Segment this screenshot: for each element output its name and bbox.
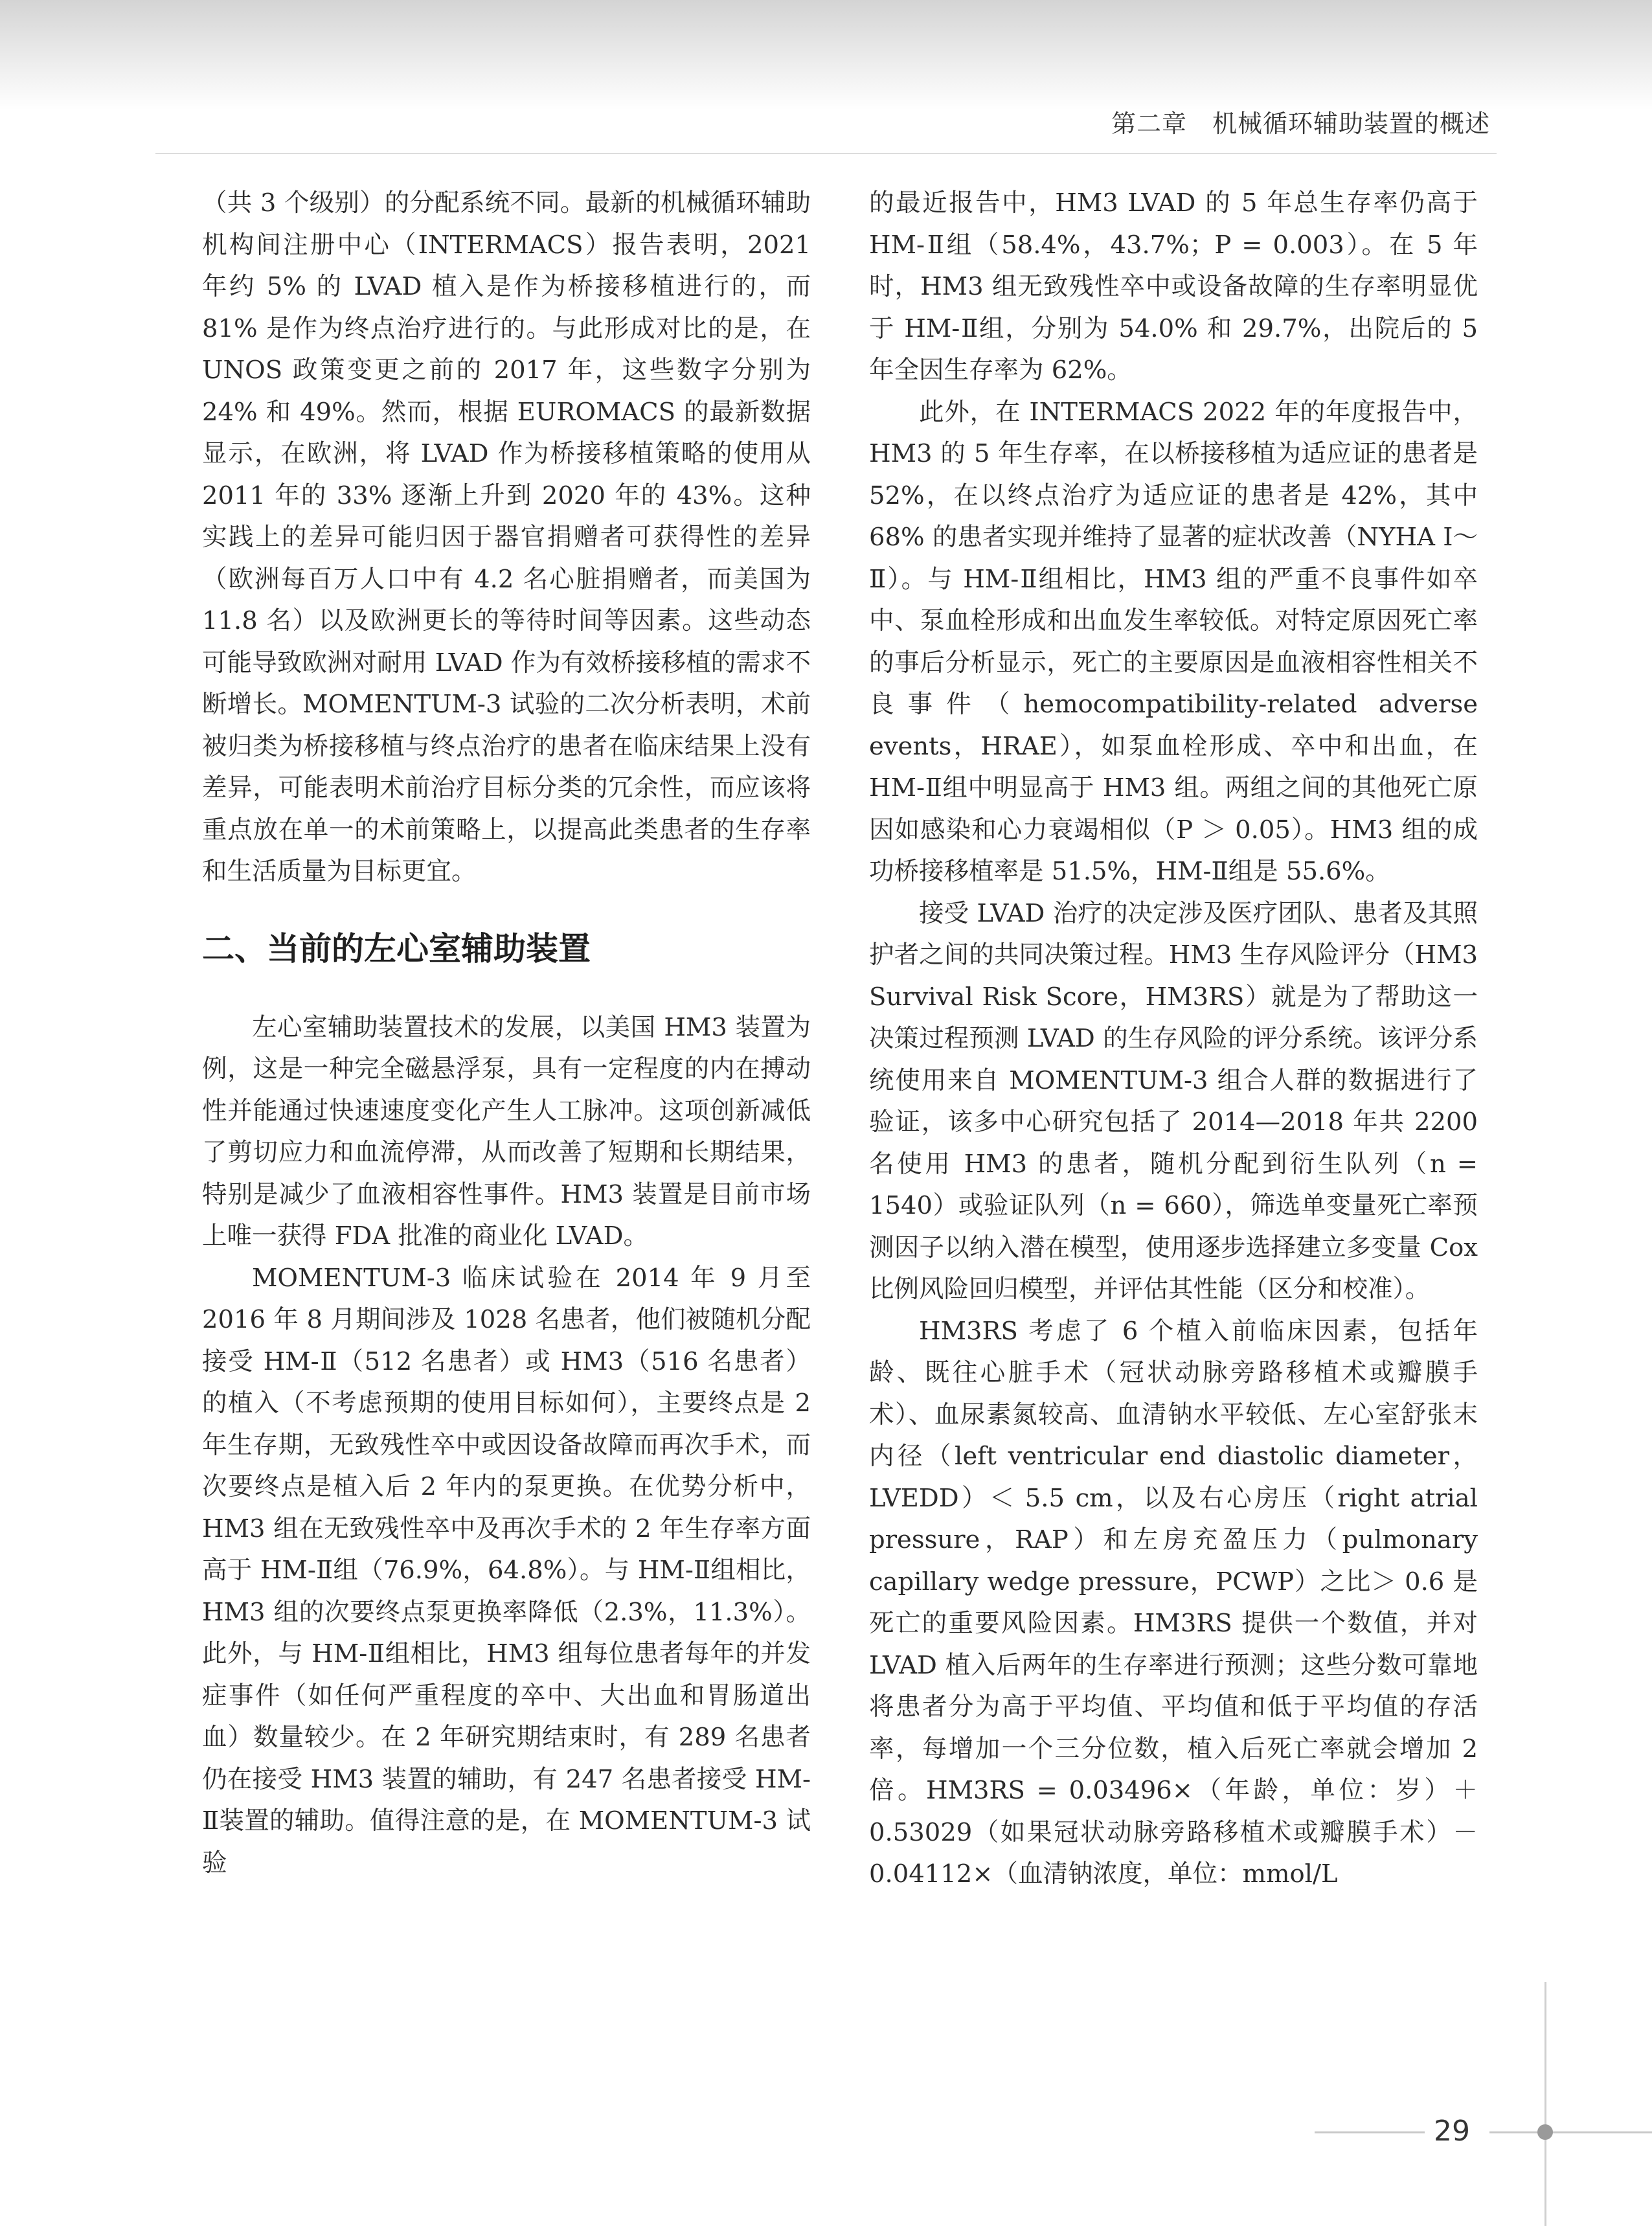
section-heading: 二、当前的左心室辅助装置 (202, 929, 591, 968)
left-paragraph-3: MOMENTUM-3 临床试验在 2014 年 9 月至 2016 年 8 月期间涉及 1028 名患者，他们被随机分配接受 HM-Ⅱ（512 名患者）或 HM3（516 名患者）的植入（不考虑预期的使用目标如何），主要终点是 2 年生存期，无致残性卒中或因设备故障而再次手术，而次要终点是植入后 2 年内的泵更换。在优势分析中，HM3 组在无致残性卒中及再次手术的 2 年生存率方面高于 HM-Ⅱ组（76.9%，64.8%）。与 HM-Ⅱ组相比，HM3 组的次要终点泵更换率降低（2.3%，11.3%）。此外，与 HM-Ⅱ组相比，HM3 组每位患者每年的并发症事件（如任何严重程度的卒中、大出血和胃肠道出血）数量较少。在 2 年研究期结束时，有 289 名患者仍在接受 HM3 装置的辅助，有 247 名患者接受 HM-Ⅱ装置的辅助。值得注意的是，在 MOMENTUM-3 试验 (202, 1263, 811, 1878)
left-column (202, 183, 811, 1884)
right-paragraph-2: 此外，在 INTERMACS 2022 年的年度报告中，HM3 的 5 年生存率，在以桥接移植为适应证的患者是 52%，在以终点治疗为适应证的患者是 42%，其中 68% 的患者实现并维持了显著的症状改善（NYHA Ⅰ～Ⅱ）。与 HM-Ⅱ组相比，HM3 组的严重不良事件如卒中、泵血栓形成和出血发生率较低。对特定原因死亡率的事后分析显示，死亡的主要原因是血液相容性相关不良事件（hemocompatibility-related adverse events，HRAE），如泵血栓形成、卒中和出血，在 HM-Ⅱ组中明显高于 HM3 组。两组之间的其他死亡原因如感染和心力衰竭相似（P ＞ 0.05）。HM3 组的成功桥接移植率是 51.5%，HM-Ⅱ组是 55.6%。 (869, 397, 1478, 886)
right-column (869, 183, 1478, 1896)
right-paragraph-3: 接受 LVAD 治疗的决定涉及医疗团队、患者及其照护者之间的共同决策过程。HM3 生存风险评分（HM3 Survival Risk Score，HM3RS）就是为了帮助这一决策过程预测 LVAD 的生存风险的评分系统。该评分系统使用来自 MOMENTUM-3 组合人群的数据进行了验证，该多中心研究包括了 2014—2018 年共 2200 名使用 HM3 的患者，随机分配到衍生队列（n = 1540）或验证队列（n = 660），筛选单变量死亡率预测因子以纳入潜在模型，使用逐步选择建立多变量 Cox 比例风险回归模型，并评估其性能（区分和校准）。 (869, 898, 1478, 1304)
footer-dot-icon (1537, 2124, 1553, 2140)
page-top-shading (0, 0, 1652, 110)
left-paragraph-1: （共 3 个级别）的分配系统不同。最新的机械循环辅助机构间注册中心（INTERMACS）报告表明，2021 年约 5% 的 LVAD 植入是作为桥接移植进行的，而 81% 是作为终点治疗进行的。与此形成对比的是，在 UNOS 政策变更之前的 2017 年，这些数字分别为 24% 和 49%。然而，根据 EUROMACS 的最新数据显示，在欧洲，将 LVAD 作为桥接移植策略的使用从 2011 年的 33% 逐渐上升到 2020 年的 43%。这种实践上的差异可能归因于器官捐赠者可获得性的差异（欧洲每百万人口中有 4.2 名心脏捐赠者，而美国为 11.8 名）以及欧洲更长的等待时间等因素。这些动态可能导致欧洲对耐用 LVAD 作为有效桥接移植的需求不断增长。MOMENTUM-3 试验的二次分析表明，术前被归类为桥接移植与终点治疗的患者在临床结果上没有差异，可能表明术前治疗目标分类的冗余性，而应该将重点放在单一的术前策略上，以提高此类患者的生存率和生活质量为目标更宜。 (202, 188, 811, 886)
page-number: 29 (1434, 2115, 1470, 2148)
right-paragraph-4: HM3RS 考虑了 6 个植入前临床因素，包括年龄、既往心脏手术（冠状动脉旁路移植术或瓣膜手术）、血尿素氮较高、血清钠水平较低、左心室舒张末内径（left ventricular end diastolic diameter，LVEDD）＜ 5.5 cm，以及右心房压（right atrial pressure，RAP）和左房充盈压力（pulmonary capillary wedge pressure，PCWP）之比＞ 0.6 是死亡的重要风险因素。HM3RS 提供一个数值，并对 LVAD 植入后两年的生存率进行预测；这些分数可靠地将患者分为高于平均值、平均值和低于平均值的存活率，每增加一个三分位数，植入后死亡率就会增加 2 倍。HM3RS = 0.03496×（年龄，单位：岁）＋0.53029（如果冠状动脉旁路移植术或瓣膜手术）－0.04112×（血清钠浓度，单位：mmol/L (869, 1316, 1478, 1889)
right-paragraph-1: 的最近报告中，HM3 LVAD 的 5 年总生存率仍高于 HM-Ⅱ组（58.4%，43.7%；P = 0.003）。在 5 年时，HM3 组无致残性卒中或设备故障的生存率明显优于 HM-Ⅱ组，分别为 54.0% 和 29.7%，出院后的 5 年全因生存率为 62%。 (869, 188, 1478, 385)
running-header: 第二章 机械循环辅助装置的概述 (1111, 109, 1490, 138)
header-rule (155, 153, 1497, 154)
margin-line (1545, 1982, 1546, 2226)
footer-rule-left (1315, 2131, 1425, 2133)
left-paragraph-2: 左心室辅助装置技术的发展，以美国 HM3 装置为例，这是一种完全磁悬浮泵，具有一定程度的内在搏动性并能通过快速速度变化产生人工脉冲。这项创新减低了剪切应力和血流停滞，从而改善了短期和长期结果，特别是减少了血液相容性事件。HM3 装置是目前市场上唯一获得 FDA 批准的商业化 LVAD。 (202, 1012, 811, 1251)
footer-rule-right (1489, 2131, 1652, 2133)
